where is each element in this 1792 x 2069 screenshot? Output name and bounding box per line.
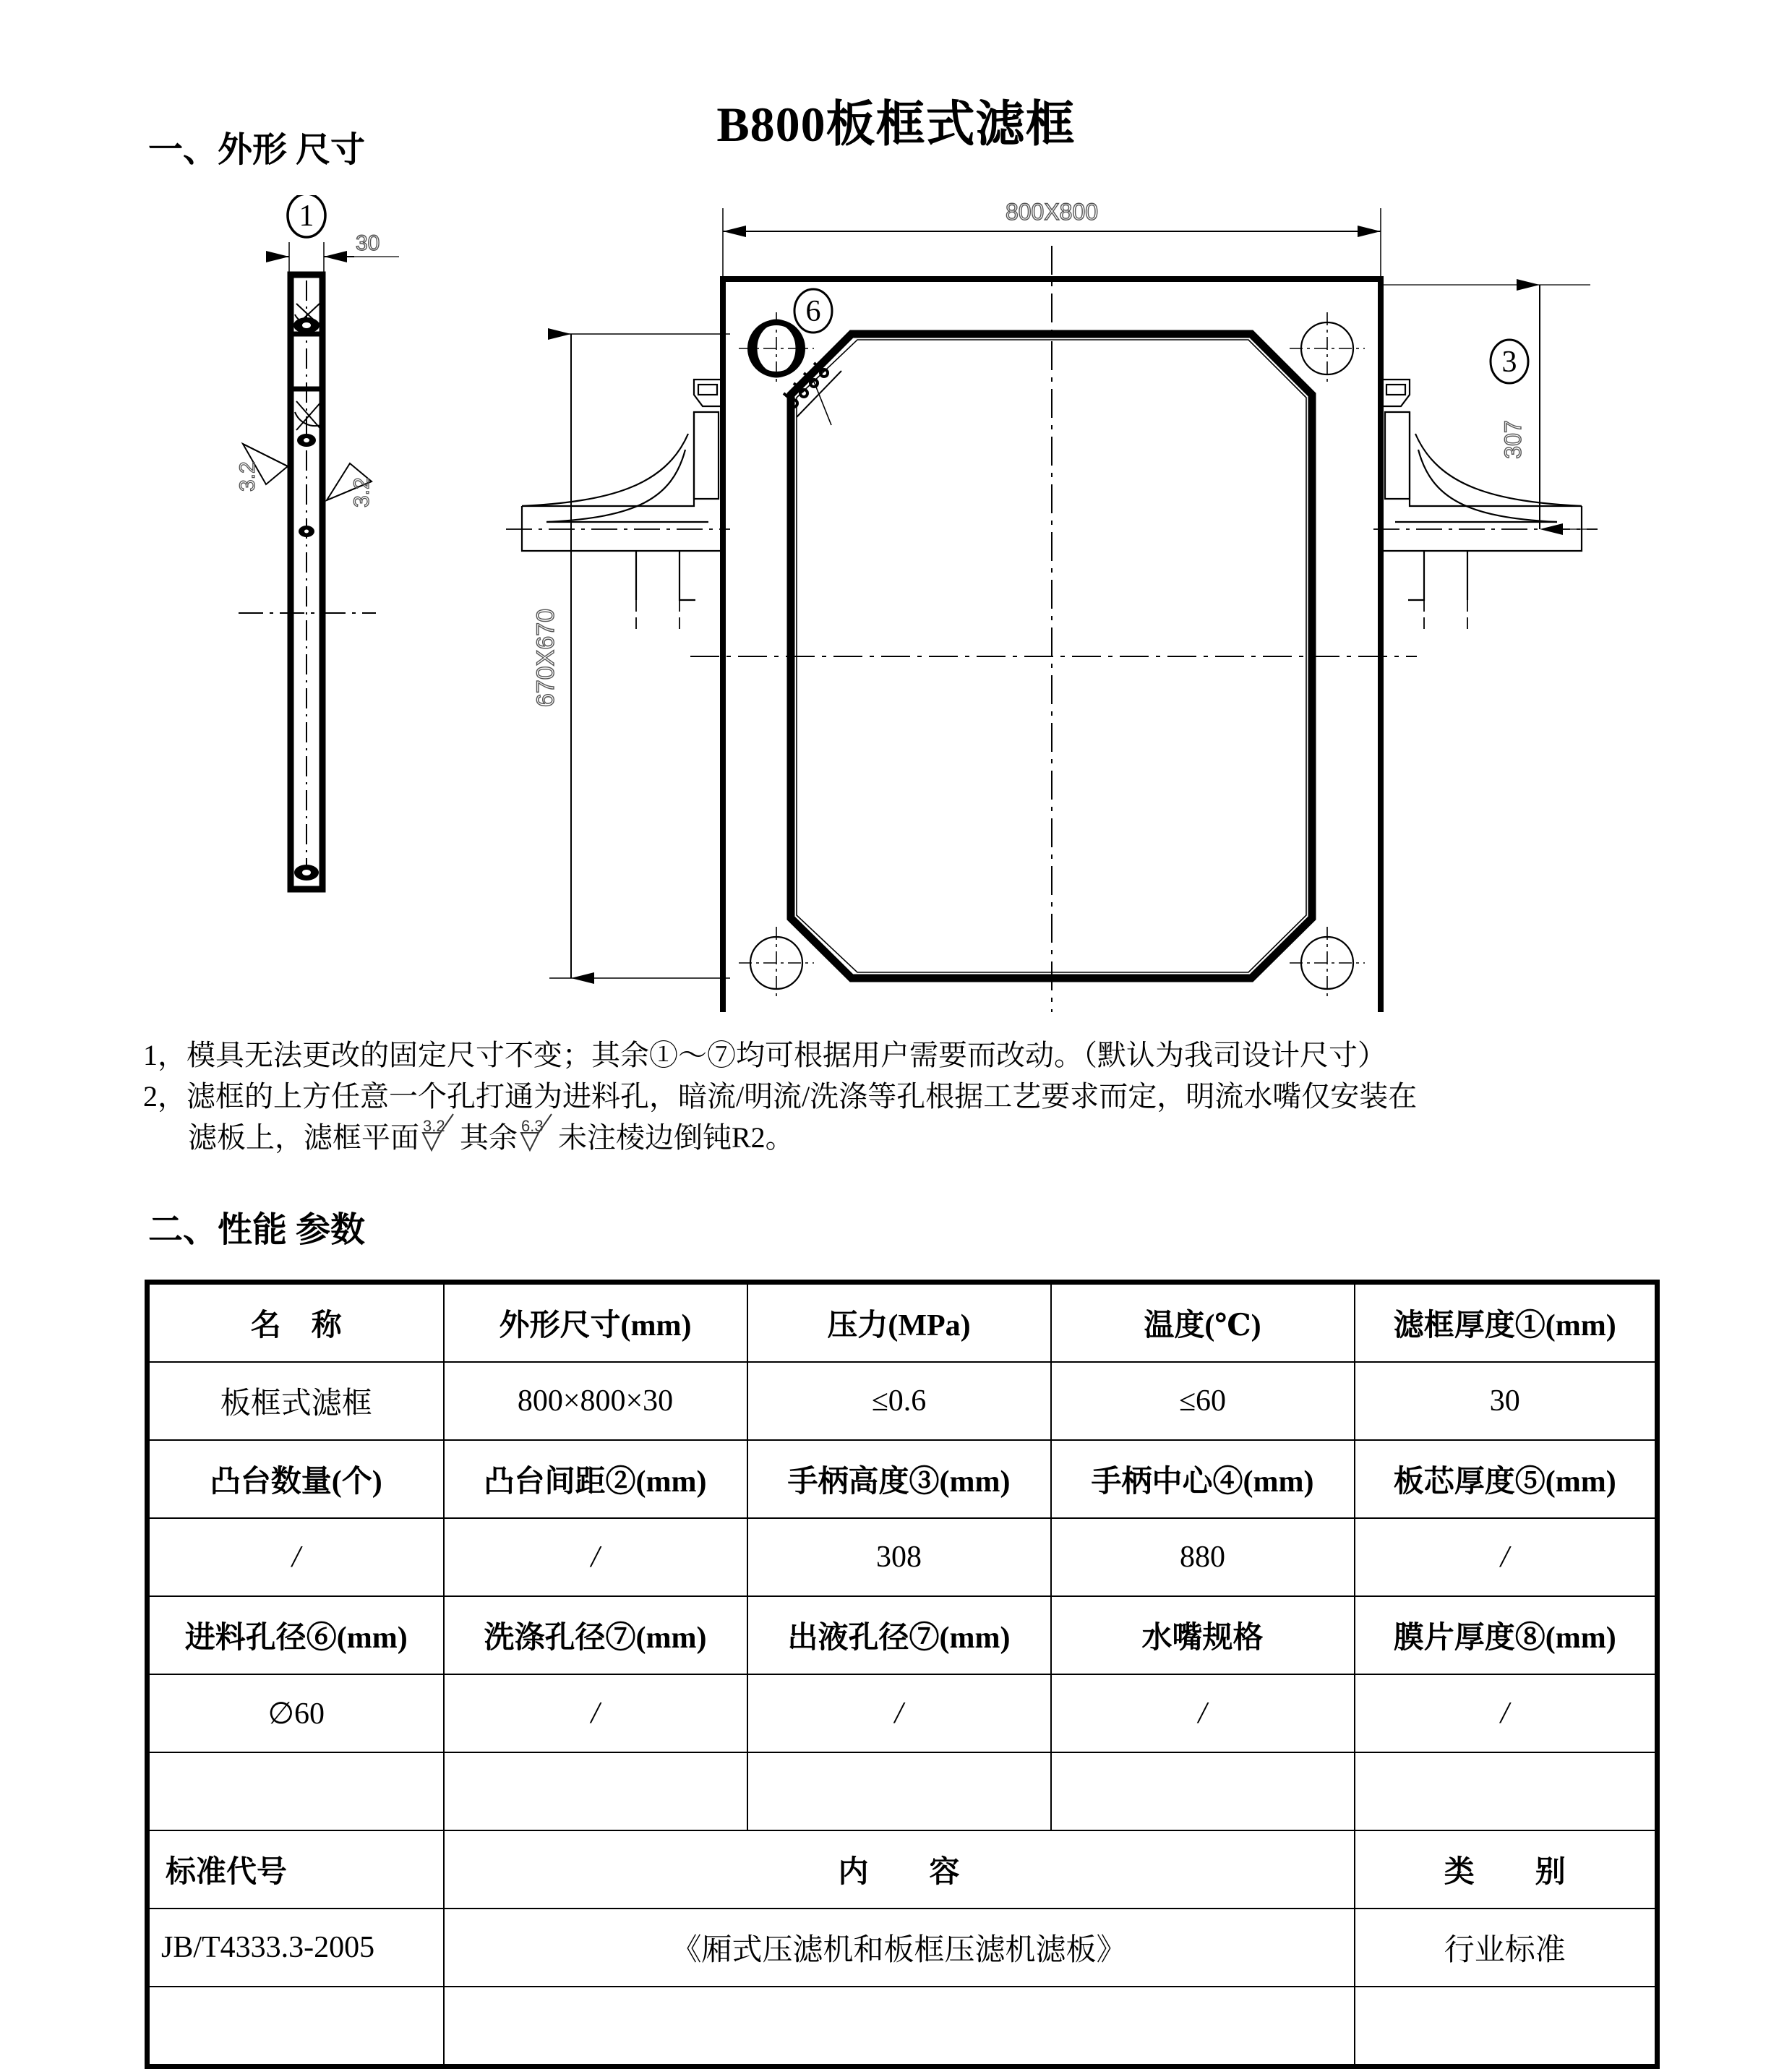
section-heading-dimensions: 一、外形 尺寸: [148, 131, 366, 169]
cell-temperature-header: 温度(℃): [1051, 1282, 1355, 1363]
spacer-cell: [1051, 1752, 1355, 1830]
table-row: [147, 1282, 1658, 1363]
cell-handle-center-value: 880: [1051, 1518, 1355, 1596]
balloon-3-label: 3: [1501, 346, 1517, 379]
cell-handle-height-value: 308: [747, 1518, 1051, 1596]
cell-name-header: 名 称: [147, 1282, 444, 1363]
table-row: [147, 1362, 1658, 1440]
cell-pressure-header: 压力(MPa): [747, 1282, 1051, 1363]
cell-frame-thickness-value: 30: [1355, 1362, 1658, 1440]
cell-category-value: 行业标准: [1355, 1909, 1658, 1987]
cell-handle-height-header: 手柄高度③(mm): [747, 1440, 1051, 1518]
cell-content-value: 《厢式压滤机和板框压滤机滤板》: [444, 1909, 1355, 1987]
spacer-cell: [747, 1752, 1051, 1830]
cell-boss-count-value: /: [147, 1518, 444, 1596]
note-2b-mid: 其余: [460, 1121, 518, 1154]
cell-inlet-dia-value: ∅60: [147, 1674, 444, 1752]
page-title: B800板框式滤框: [716, 97, 1076, 152]
dim-307-label: 307: [1500, 420, 1526, 459]
cell-standard-code-header: 标准代号: [147, 1830, 444, 1909]
cell-standard-code-value: JB/T4333.3-2005: [147, 1909, 444, 1987]
cell-pressure-value: ≤0.6: [747, 1362, 1051, 1440]
cell-nozzle-spec-value: /: [1051, 1674, 1355, 1752]
cell-content-empty: [444, 1987, 1355, 2067]
cell-core-thickness-value: /: [1355, 1518, 1658, 1596]
table-row-standard-header: [147, 1830, 1658, 1909]
svg-text:3.2: 3.2: [423, 1116, 445, 1135]
notes-block: [143, 1035, 1676, 1158]
front-view: [506, 199, 1598, 1012]
cell-membrane-thickness-header: 膜片厚度⑧(mm): [1355, 1596, 1658, 1674]
cell-size-header: 外形尺寸(mm): [444, 1282, 747, 1363]
cell-category-header: 类 别: [1355, 1830, 1658, 1909]
cell-name-value: 板框式滤框: [147, 1362, 444, 1440]
handle-bracket-right: [1381, 380, 1582, 600]
note-line-1: 1，模具无法更改的固定尺寸不变；其余①～⑦均可根据用户需要而改动。（默认为我司设计尺寸）: [143, 1039, 1386, 1071]
balloon-1-label: 1: [299, 200, 314, 233]
dim-800x800-label: 800X800: [1005, 199, 1099, 225]
cell-nozzle-spec-header: 水嘴规格: [1051, 1596, 1355, 1674]
cell-boss-count-header: 凸台数量(个): [147, 1440, 444, 1518]
cell-membrane-thickness-value: /: [1355, 1674, 1658, 1752]
table-row-standard-empty: [147, 1987, 1658, 2067]
table-spacer-row: [147, 1752, 1658, 1830]
cell-outlet-dia-header: 出液孔径⑦(mm): [747, 1596, 1051, 1674]
technical-drawing: [0, 195, 1792, 1012]
svg-text:6.3: 6.3: [521, 1116, 544, 1135]
handle-bracket-left: [522, 380, 723, 600]
cell-boss-spacing-header: 凸台间距②(mm): [444, 1440, 747, 1518]
cell-wash-dia-header: 洗涤孔径⑦(mm): [444, 1596, 747, 1674]
roughness-left-label: 3.2: [236, 461, 260, 492]
table-row: [147, 1674, 1658, 1752]
side-view-section: [236, 195, 399, 889]
spacer-cell: [444, 1752, 747, 1830]
section-heading-parameters: 二、性能 参数: [148, 1211, 366, 1249]
table-row: [147, 1596, 1658, 1674]
dim-670x670-label: 670X670: [532, 608, 560, 708]
roughness-symbol-3-2: [420, 1116, 459, 1155]
note-2b-pre: 滤板上，滤框平面: [188, 1121, 419, 1154]
cell-outlet-dia-value: /: [747, 1674, 1051, 1752]
cell-handle-center-header: 手柄中心④(mm): [1051, 1440, 1355, 1518]
cell-standard-code-empty: [147, 1987, 444, 2067]
parameter-table: [145, 1280, 1660, 2069]
cell-temperature-value: ≤60: [1051, 1362, 1355, 1440]
table-row: [147, 1440, 1658, 1518]
cell-category-empty: [1355, 1987, 1658, 2067]
table-row: [147, 1518, 1658, 1596]
spacer-cell: [1355, 1752, 1658, 1830]
cell-content-header: 内 容: [444, 1830, 1355, 1909]
balloon-6-label: 6: [805, 295, 821, 328]
table-row-standard-value: [147, 1909, 1658, 1987]
cell-boss-spacing-value: /: [444, 1518, 747, 1596]
spacer-cell: [147, 1752, 444, 1830]
note-line-2b: [143, 1118, 1676, 1159]
cell-wash-dia-value: /: [444, 1674, 747, 1752]
cell-size-value: 800×800×30: [444, 1362, 747, 1440]
note-line-2a: 2，滤框的上方任意一个孔打通为进料孔，暗流/明流/洗涤等孔根据工艺要求而定，明流水嘴仅安装在: [143, 1079, 1418, 1113]
drawing-canvas: [0, 195, 1792, 1012]
dim-thickness-label: 30: [356, 231, 380, 255]
cell-inlet-dia-header: 进料孔径⑥(mm): [147, 1596, 444, 1674]
note-2b-post: 未注棱边倒钝R2。: [558, 1121, 794, 1154]
cell-frame-thickness-header: 滤框厚度①(mm): [1355, 1282, 1658, 1363]
cell-core-thickness-header: 板芯厚度⑤(mm): [1355, 1440, 1658, 1518]
roughness-symbol-6-3: [518, 1116, 557, 1155]
roughness-right-label: 3.2: [350, 477, 374, 507]
